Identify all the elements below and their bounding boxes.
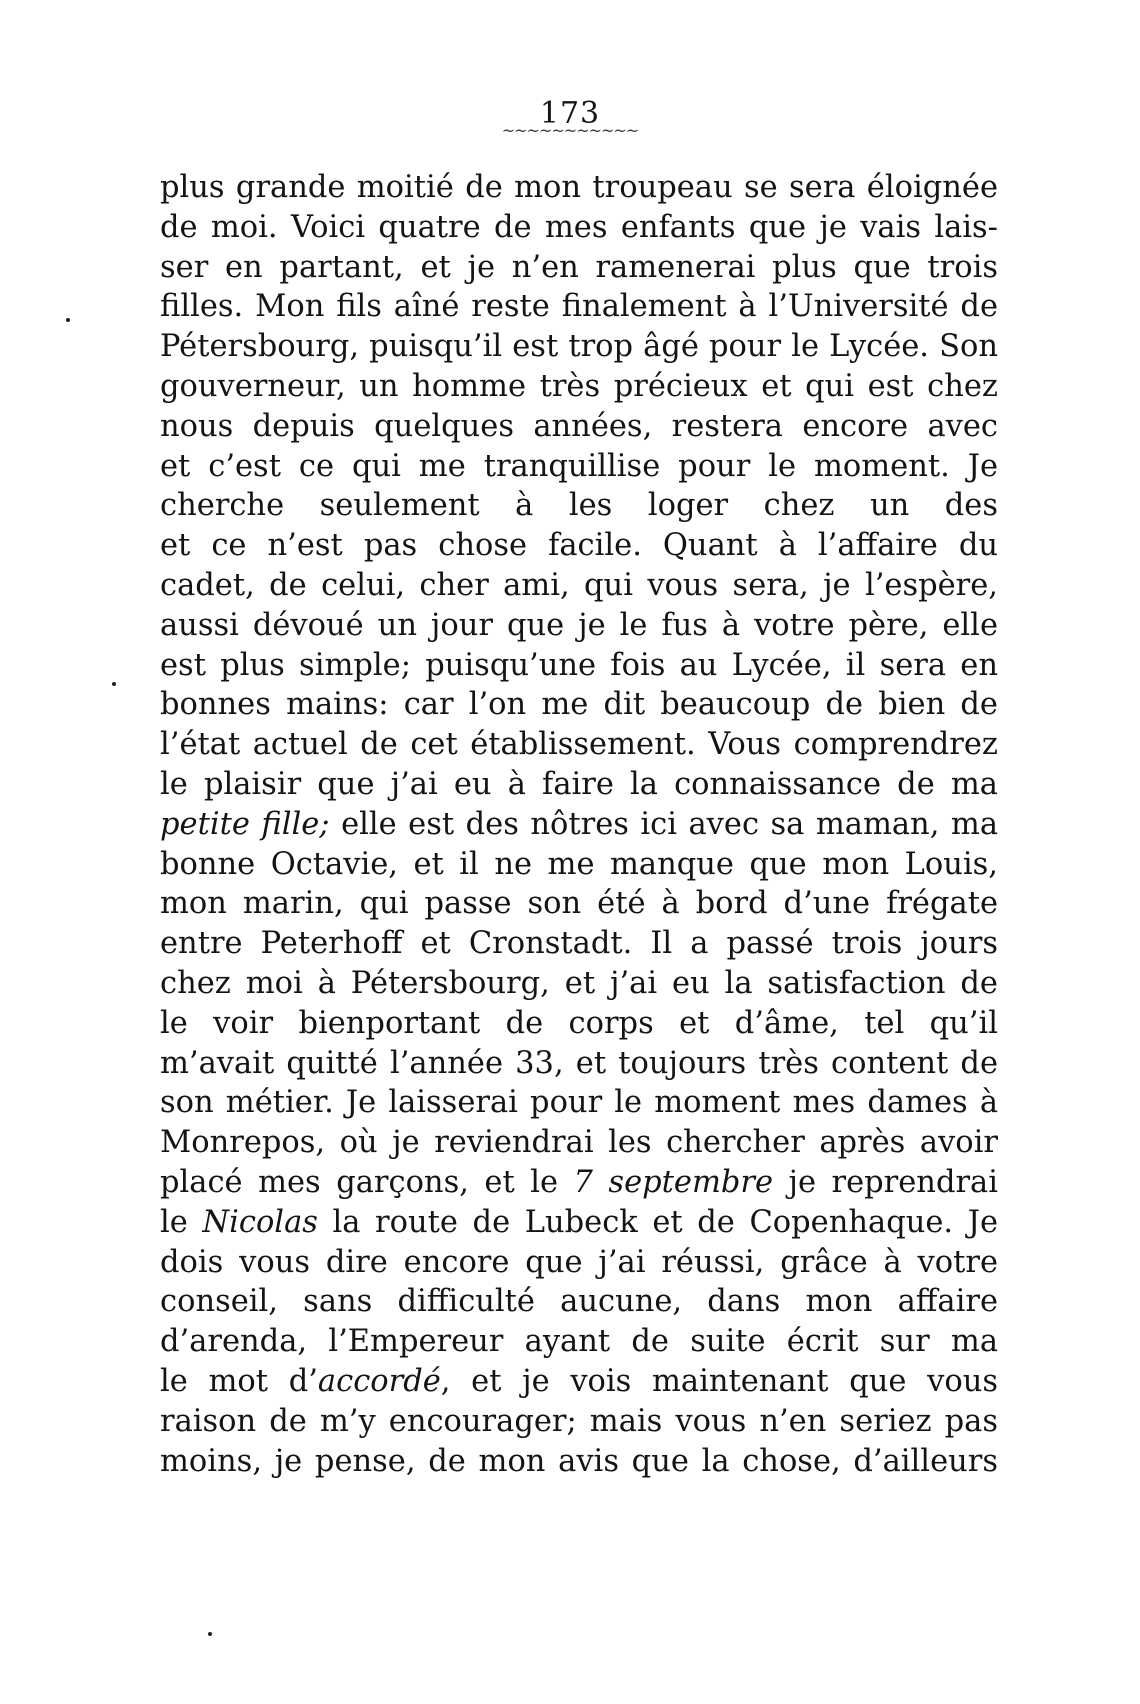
text-run: Monrepos, où je reviendrai les chercher après avoir bbox=[160, 1125, 998, 1161]
text-line bbox=[160, 1282, 998, 1322]
text-run: moins, je pense, de mon avis que la chose, d’ailleurs bbox=[160, 1443, 998, 1479]
text-run: le voir bienportant de corps et d’âme, tel qu’il bbox=[160, 1005, 998, 1041]
text-line bbox=[160, 1004, 998, 1044]
text-line bbox=[160, 287, 998, 327]
text-line bbox=[160, 845, 998, 885]
text-run: entre Peterhoff et Cronstadt. Il a passé trois jours bbox=[160, 926, 998, 962]
text-run: nous depuis quelques années, restera encore avec bbox=[160, 408, 998, 444]
text-line bbox=[160, 1362, 998, 1402]
text-run: elle est des nôtres ici avec sa maman, ma bbox=[329, 806, 998, 842]
text-line bbox=[160, 884, 998, 924]
text-line bbox=[160, 447, 998, 487]
text-line bbox=[160, 1083, 998, 1123]
ornament-rule: ~~~~~~~~~~~ bbox=[501, 121, 639, 140]
text-run: mon marin, qui passe son été à bord d’une frégate bbox=[160, 886, 998, 922]
text-run: bonnes mains: car l’on me dit beaucoup de bien de bbox=[160, 687, 998, 723]
text-line bbox=[160, 1203, 998, 1243]
text-run: Pétersbourg, puisqu’il est trop âgé pour le Lycée. Son bbox=[160, 329, 998, 365]
text-run: cherche seulement à les loger chez un des bbox=[160, 488, 998, 524]
text-line bbox=[160, 526, 998, 566]
text-line bbox=[160, 1442, 998, 1482]
text-run: bonne Octavie, et il ne me manque que mon Louis, bbox=[160, 846, 998, 882]
text-line bbox=[160, 646, 998, 686]
text-run: le plaisir que j’ai eu à faire la connaissance de ma bbox=[160, 766, 998, 802]
text-line bbox=[160, 805, 998, 845]
text-run: l’état actuel de cet établissement. Vous comprendrez bbox=[160, 727, 998, 763]
text-run: chez moi à Pétersbourg, et j’ai eu la satisfaction de bbox=[160, 965, 998, 1001]
text-line bbox=[160, 1402, 998, 1442]
text-run: et ce n’est pas chose facile. Quant à l’affaire du bbox=[160, 528, 998, 564]
text-line bbox=[160, 168, 998, 208]
text-run: , et je vois maintenant que vous bbox=[440, 1363, 998, 1399]
text-line bbox=[160, 367, 998, 407]
text-run: raison de m’y encourager; mais vous n’en seriez pas bbox=[160, 1403, 998, 1439]
text-line bbox=[160, 964, 998, 1004]
text-run: conseil, sans difficulté aucune, dans mon affaire bbox=[160, 1284, 998, 1320]
text-run: le bbox=[160, 1204, 203, 1240]
text-line bbox=[160, 248, 998, 288]
text-run: d’arenda, l’Empereur ayant de suite écrit sur ma bbox=[160, 1324, 998, 1360]
text-line bbox=[160, 208, 998, 248]
text-line bbox=[160, 685, 998, 725]
scan-speck bbox=[208, 1632, 212, 1636]
text-line bbox=[160, 725, 998, 765]
text-run: de moi. Voici quatre de mes enfants que je vais lais- bbox=[160, 209, 998, 245]
text-run: aussi dévoué un jour que je le fus à votre père, elle bbox=[160, 607, 998, 643]
text-line bbox=[160, 924, 998, 964]
text-line bbox=[160, 486, 998, 526]
page-number: 173 bbox=[539, 96, 601, 131]
text-line bbox=[160, 1243, 998, 1283]
text-line bbox=[160, 1123, 998, 1163]
text-run: cadet, de celui, cher ami, qui vous sera, je l’espère, bbox=[160, 567, 998, 603]
text-line bbox=[160, 1044, 998, 1084]
text-run: je reprendrai bbox=[788, 1164, 998, 1200]
text-run: gouverneur, un homme très précieux et qui est chez bbox=[160, 368, 998, 404]
text-line bbox=[160, 606, 998, 646]
text-run: ser en partant, et je n’en ramenerai plus que trois bbox=[160, 249, 998, 285]
text-run: est plus simple; puisqu’une fois au Lycée, il sera en bbox=[160, 647, 998, 683]
text-run: et c’est ce qui me tranquillise pour le moment. Je bbox=[160, 448, 998, 484]
body-text bbox=[160, 168, 998, 1481]
italic-text: Nicolas bbox=[202, 1204, 318, 1240]
scan-speck bbox=[112, 682, 116, 686]
text-line bbox=[160, 407, 998, 447]
text-run: la route de Lubeck et de Copenhaque. Je bbox=[317, 1204, 998, 1240]
text-line bbox=[160, 566, 998, 606]
text-run: m’avait quitté l’année 33, et toujours très content de bbox=[160, 1045, 998, 1081]
text-run: plus grande moitié de mon troupeau se sera éloignée bbox=[160, 170, 998, 205]
text-line bbox=[160, 765, 998, 805]
text-run: son métier. Je laisserai pour le moment mes dames à bbox=[160, 1085, 998, 1121]
text-run: placé mes garçons, et le bbox=[160, 1164, 574, 1200]
text-run: le mot d’ bbox=[160, 1363, 318, 1399]
italic-text: accordé bbox=[317, 1363, 441, 1399]
italic-text: 7 septembre bbox=[573, 1164, 774, 1200]
text-run: filles. Mon fils aîné reste finalement à l’Université de bbox=[160, 289, 998, 325]
italic-text: petite fille; bbox=[160, 806, 330, 842]
text-line bbox=[160, 1163, 998, 1203]
text-run: dois vous dire encore que j’ai réussi, grâce à votre bbox=[160, 1244, 998, 1280]
text-line bbox=[160, 327, 998, 367]
text-line bbox=[160, 1322, 998, 1362]
scan-speck bbox=[66, 318, 70, 322]
